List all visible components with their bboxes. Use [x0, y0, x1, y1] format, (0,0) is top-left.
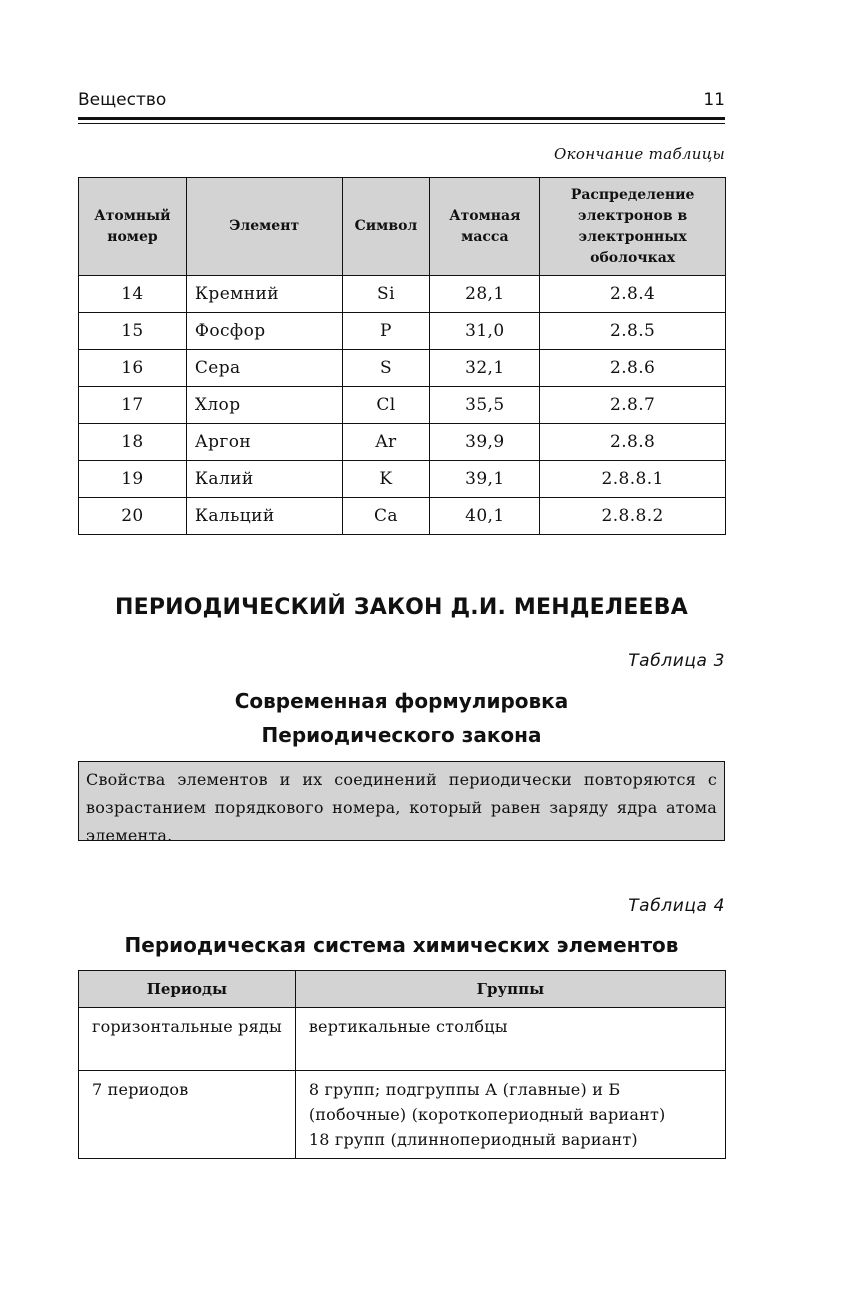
atomic-number-cell: 17: [79, 387, 187, 424]
distribution-cell: 2.8.6: [540, 350, 726, 387]
groups-line: 8 групп; подгруппы А (главные) и Б (побочные) (короткопериодный вариант): [308, 1080, 666, 1124]
col-atomic-number: Атомный номер: [79, 178, 187, 276]
table-row: [79, 1008, 726, 1071]
atomic-number-cell: 18: [79, 424, 187, 461]
symbol-cell: Si: [342, 276, 430, 313]
element-cell: Кремний: [186, 276, 342, 313]
symbol-cell: S: [342, 350, 430, 387]
mass-cell: 32,1: [430, 350, 540, 387]
mass-cell: 31,0: [430, 313, 540, 350]
symbol-cell: Ca: [342, 498, 430, 535]
table-3-title-line-2: Периодического закона: [261, 723, 542, 747]
chapter-title: Вещество: [78, 90, 167, 110]
symbol-cell: Ar: [342, 424, 430, 461]
header-rule-thick: [78, 117, 725, 120]
periods-cell: горизонтальные ряды: [79, 1008, 296, 1071]
element-cell: Кальций: [186, 498, 342, 535]
table-4-title: Периодическая система химических элементов: [124, 933, 679, 957]
distribution-cell: 2.8.5: [540, 313, 726, 350]
groups-cell: [295, 1008, 725, 1071]
table-3-title: [78, 684, 725, 752]
atomic-number-cell: 15: [79, 313, 187, 350]
elements-table-header: [79, 178, 726, 276]
atomic-number-cell: 19: [79, 461, 187, 498]
symbol-cell: P: [342, 313, 430, 350]
table-row: [79, 350, 726, 387]
element-cell: Фосфор: [186, 313, 342, 350]
col-groups: Группы: [295, 971, 725, 1008]
col-element: Элемент: [186, 178, 342, 276]
table-3-title-line-1: Современная формулировка: [234, 689, 569, 713]
groups-line: вертикальные столбцы: [308, 1017, 508, 1036]
mass-cell: 35,5: [430, 387, 540, 424]
table-row: [79, 424, 726, 461]
table-4-label: Таблица 4: [628, 896, 725, 916]
table-row: [79, 276, 726, 313]
table-row: [79, 387, 726, 424]
page-number: 11: [703, 90, 725, 110]
groups-line: 18 групп (длиннопериодный вариант): [308, 1130, 638, 1149]
mass-cell: 39,1: [430, 461, 540, 498]
col-periods: Периоды: [79, 971, 296, 1008]
law-statement-box: Свойства элементов и их соединений периодически повторяются с возрастанием порядкового номера, который равен заряду ядра атома элемента.: [78, 761, 725, 841]
distribution-cell: 2.8.8: [540, 424, 726, 461]
elements-table: [78, 177, 726, 535]
atomic-number-cell: 20: [79, 498, 187, 535]
symbol-cell: Cl: [342, 387, 430, 424]
periodic-system-header: [79, 971, 726, 1008]
distribution-cell: 2.8.7: [540, 387, 726, 424]
mass-cell: 39,9: [430, 424, 540, 461]
symbol-cell: K: [342, 461, 430, 498]
distribution-cell: 2.8.8.2: [540, 498, 726, 535]
col-atomic-mass: Атомная масса: [430, 178, 540, 276]
atomic-number-cell: 14: [79, 276, 187, 313]
element-cell: Сера: [186, 350, 342, 387]
atomic-number-cell: 16: [79, 350, 187, 387]
periodic-system-table: [78, 970, 726, 1159]
mass-cell: 40,1: [430, 498, 540, 535]
running-head: [78, 88, 725, 114]
table-row: [79, 1071, 726, 1159]
table-row: [79, 498, 726, 535]
section-title: ПЕРИОДИЧЕСКИЙ ЗАКОН Д.И. МЕНДЕЛЕЕВА: [115, 595, 688, 620]
col-symbol: Символ: [342, 178, 430, 276]
element-cell: Аргон: [186, 424, 342, 461]
element-cell: Хлор: [186, 387, 342, 424]
table-3-label: Таблица 3: [628, 651, 725, 671]
element-cell: Калий: [186, 461, 342, 498]
distribution-cell: 2.8.4: [540, 276, 726, 313]
table-continuation-label: Окончание таблицы: [554, 145, 725, 163]
distribution-cell: 2.8.8.1: [540, 461, 726, 498]
groups-cell: [295, 1071, 725, 1159]
mass-cell: 28,1: [430, 276, 540, 313]
table-row: [79, 461, 726, 498]
col-electron-distribution: Распределение электронов в электронных оболочках: [540, 178, 726, 276]
header-rule-thin: [78, 123, 725, 124]
table-row: [79, 313, 726, 350]
periods-cell: 7 периодов: [79, 1071, 296, 1159]
